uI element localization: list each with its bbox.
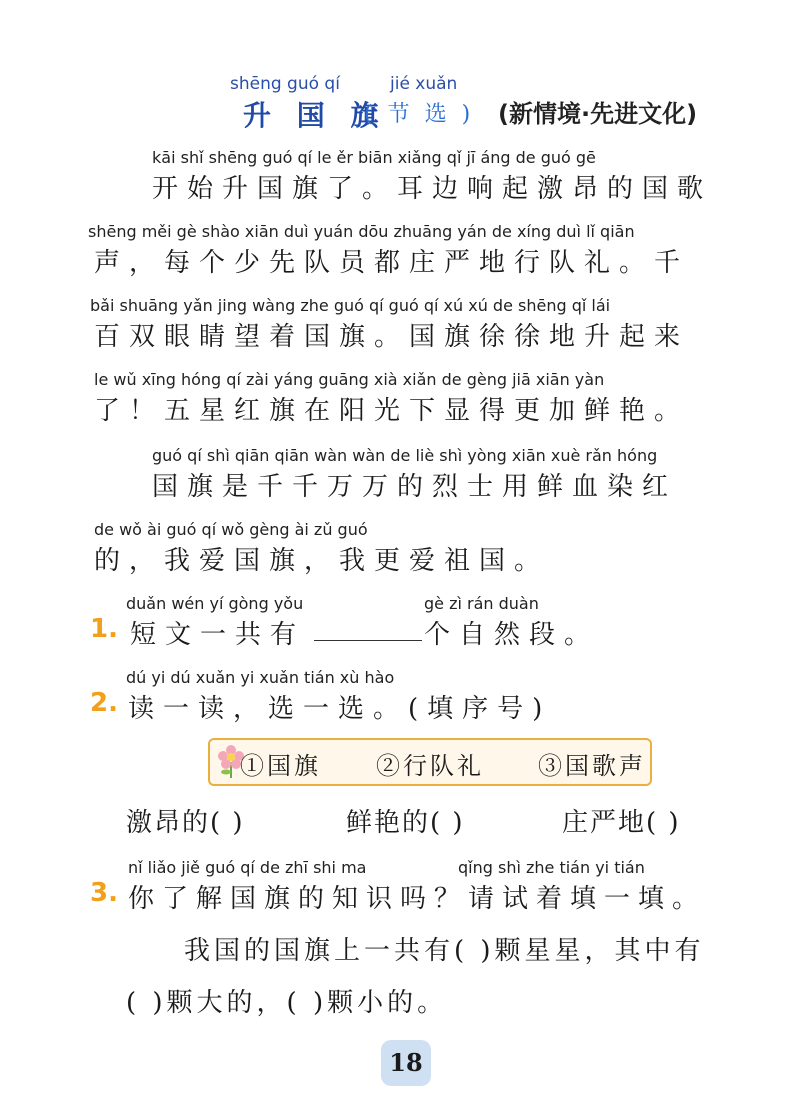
q1-text-right: 个自然段。 (424, 620, 600, 650)
passage-line-2: 声，每个少先队员都庄严地行队礼。千 (94, 248, 690, 278)
page-number: 18 (389, 1048, 423, 1077)
option-1: ①国旗 (240, 752, 321, 780)
passage-line-4: 了！五星红旗在阳光下显得更加鲜艳。 (94, 396, 690, 426)
passage-pinyin-3: bǎi shuāng yǎn jing wàng zhe guó qí guó qí xú xú de shēng qǐ lái (90, 296, 611, 315)
option-3: ③国歌声 (538, 752, 646, 780)
title-pinyin-main: shēng guó qí (230, 74, 340, 94)
q1-pinyin-left: duǎn wén yí gòng yǒu (126, 594, 304, 613)
passage-line-3: 百双眼睛望着国旗。国旗徐徐地升起来 (94, 322, 690, 352)
title-pinyin-sub: jié xuǎn (390, 74, 458, 94)
q1-text-left: 短文一共有 (130, 620, 306, 650)
passage-pinyin-6: de wǒ ài guó qí wǒ gèng ài zǔ guó (94, 520, 368, 539)
passage-pinyin-4: le wǔ xīng hóng qí zài yáng guāng xià xiǎn de gèng jiā xiān yàn (94, 370, 605, 389)
passage-pinyin-5: guó qí shì qiān qiān wàn wàn de liè shì yòng xiān xuè rǎn hóng (152, 446, 658, 465)
page-number-badge (381, 1040, 431, 1086)
q1-number: 1. (90, 614, 118, 644)
page-title: 升 国 旗 (243, 99, 387, 132)
title-tag: (新情境·先进文化) (498, 100, 698, 128)
q1-answer-blank[interactable] (314, 618, 422, 645)
q2-blank-1[interactable]: 激昂的( ) (126, 808, 245, 838)
q2-text: 读一读，选一选。(填序号) (128, 694, 552, 724)
q3-pinyin-left: nǐ liǎo jiě guó qí de zhī shi ma (128, 858, 367, 877)
q2-blank-2[interactable]: 鲜艳的( ) (346, 808, 465, 838)
passage-line-1: 开始升国旗了。耳边响起激昂的国歌 (152, 174, 713, 204)
passage-pinyin-2: shēng měi gè shào xiān duì yuán dōu zhuāng yán de xíng duì lǐ qiān (88, 222, 635, 241)
q1-pinyin-right: gè zì rán duàn (424, 594, 539, 613)
passage-line-6: 的，我爱国旗，我更爱祖国。 (94, 546, 550, 576)
q2-blank-3[interactable]: 庄严地( ) (562, 808, 681, 838)
q3-text: 你了解国旗的知识吗？请试着填一填。 (128, 884, 707, 914)
passage-line-5: 国旗是千千万万的烈士用鲜血染红 (152, 472, 678, 502)
q3-pinyin-right: qǐng shì zhe tián yi tián (458, 858, 645, 877)
title-subtitle: ( 节 选 ) (364, 102, 475, 127)
q3-line-2[interactable]: ( )颗大的，( )颗小的。 (126, 988, 448, 1018)
q3-line-1[interactable]: 我国的国旗上一共有( )颗星星，其中有 (184, 936, 705, 966)
passage-pinyin-1: kāi shǐ shēng guó qí le ěr biān xiǎng qǐ jī áng de guó gē (152, 148, 596, 167)
options-box (208, 738, 652, 786)
q3-number: 3. (90, 878, 118, 908)
q2-pinyin: dú yi dú xuǎn yi xuǎn tián xù hào (126, 668, 395, 687)
option-2: ②行队礼 (376, 752, 484, 780)
q2-number: 2. (90, 688, 118, 718)
